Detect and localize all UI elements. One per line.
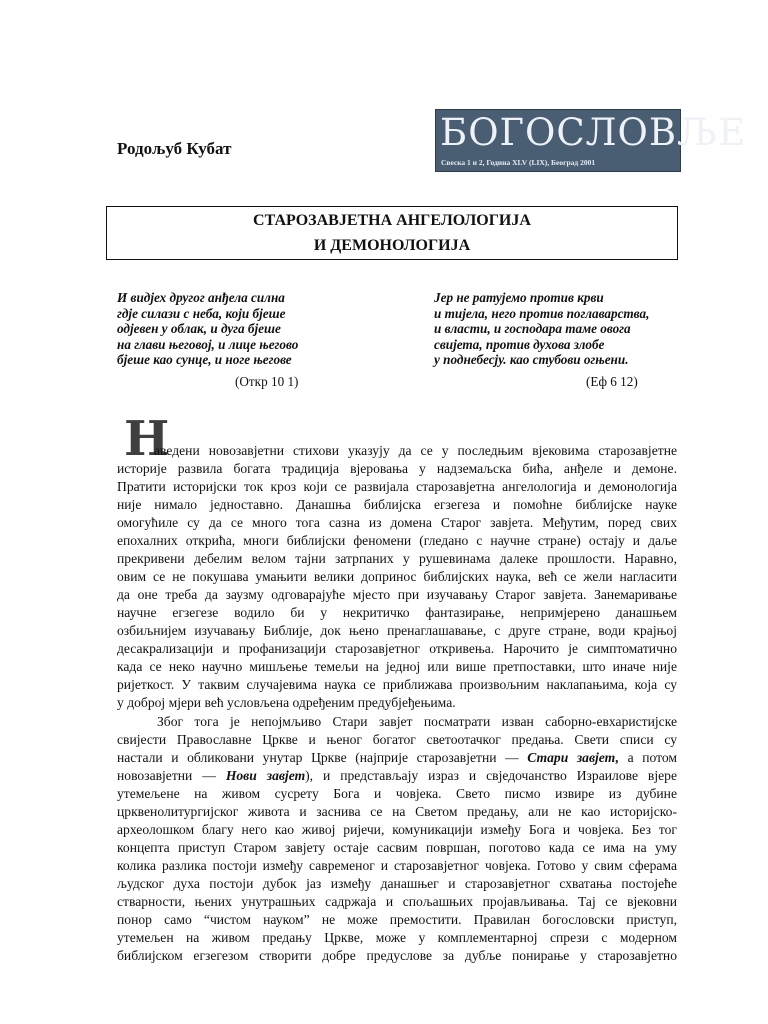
epigraph-right [434,290,649,368]
article-title [106,206,678,260]
body-line: научне егзегезе водило би у некритичко фантазирање, непримјерено данашњем [117,605,677,620]
logo-title: БОГОСЛОВЉЕ [440,111,747,154]
body-line: Пратити историјски ток кроз који се развијала старозавјетна ангелологија и демонологија [117,479,677,494]
body-line: прекривени дебелим велом тајни затрпаних у рушевинама далеке прошлости. Наравно, [117,551,677,566]
body-text: ), и представљају израз и свједочанство Израилове вјере [305,768,677,783]
body-line: да оне треба да заузму одговарајуће мјесто при изучавању Старог завјета. Занемаривање [117,587,677,602]
body-line: аведени новозавјетни стихови указују да се у последњим вјековима старозавјетне [154,443,677,458]
emphasis-new-testament: Нови завјет [225,768,306,783]
author-name: Родољуб Кубат [117,139,232,158]
body-text: а потом [618,750,677,765]
epigraph-line: у поднебесју. као стубови огњени. [434,352,629,367]
body-line: овим се не покушава умањити велики допринос библијских наука, већ се жели нагласити [117,569,677,584]
body-line: понор само “чистом науком” не може премостити. Правилан богословски приступ, [117,912,677,927]
drop-cap: Н [124,411,170,467]
body-text: новозавјетни — [117,768,226,783]
logo-subtitle: Свеска 1 и 2, Година XLV (LIX), Београд 2001 [441,158,596,167]
body-line: епохалних открића, многи библијски феномени (гледано с научне стране) остају и даље [117,533,677,548]
epigraph-left [117,290,298,368]
body-line: археолошком благу него као живој ријечи, комуникацији између Бога и човјека. Без тог [117,822,677,837]
body-text: настали и обликовани унутар Цркве (најприје старозавјетни — [117,750,528,765]
body-line: ријеткост. У таквим случајевима наука се приближава произвољним наклапањима, која су [117,677,677,692]
epigraph-line: и власти, и господара таме овога [434,321,631,336]
epigraph-line: бјеше као сунце, и ноге његове [117,352,292,367]
body-line [117,767,677,785]
body-line: свијести Православне Цркве и њеног богатог светоотачког предања. Свети списи су [117,732,677,747]
epigraph-line: И видјех другог анђела силна [117,290,285,305]
body-line: утемељене на живом сусрету Бога и човјека. Свето писмо извире из дубине [117,786,677,801]
epigraph-right-citation: (Еф 6 12) [586,374,638,389]
epigraph-left-citation: (Откр 10 1) [235,374,299,389]
body-line: није нимало једноставно. Данашња библијска егзегеза и помоћне библијске науке [117,497,677,512]
emphasis-old-testament: Стари завјет, [527,750,619,765]
body-line: омогућиле су да се много тога сазна из домена Старог завјета. Међутим, поред свих [117,515,677,530]
body-line: утемељен на живом предању Цркве, може у комплементарној спрези с модерном [117,930,677,945]
body-line: црквенолитургијског живота и заснива се на Светом предању, али не као историјско- [117,804,677,819]
body-line: људског духа постоји дубок јаз између данашњег и старозавјетног схватања постојеће [117,876,677,891]
body-line [117,749,677,767]
body-line: историје развила богата традиција вјеровања у надземаљска бића, анђеле и демоне. [117,461,677,476]
body-line: када се неко научно мишљење темељи на једној или више претпоставки, што иначе није [117,659,677,674]
epigraph-line: Јер не ратујемо против крви [434,290,604,305]
body-line: озбиљнијем изучавању Библије, док њено пренаглашавање, с друге стране, води крајњој [117,623,677,638]
epigraph-line: гдје силази с неба, који бјеше [117,305,286,321]
body-line: колика разлика постоји између савременог и старозавјетног човјека. Готово у свим сферама [117,858,677,873]
body-line: Због тога је непојмљиво Стари завјет посматрати изван саборно-евхаристијске [157,714,677,729]
epigraph-line: на глави његовој, и лице његово [117,336,299,352]
epigraph-line: свијета, против духова злобе [434,336,605,352]
title-line-2: И ДЕМОНОЛОГИЈА [313,237,471,254]
body-line: у доброј мјери већ условљена одређеним предубјеђењима. [117,695,456,710]
title-line-1: СТАРОЗАВЈЕТНА АНГЕЛОЛОГИЈА [253,212,531,229]
epigraph-line: и тијела, него против поглаварства, [434,305,650,321]
body-line: концепта приступ Старом завјету остаје сасвим површан, поготово када се има на уму [117,840,677,855]
body-line: стварности, њених унутрашњих садржаја и спољашњих пројављивања. Тај се вјековни [117,894,677,909]
body-line: библијском егзегезом створити добре предуслове за дубље понирање у старозавјетно [117,948,677,963]
body-line: десакрализацији и профанизацији старозавјетног откривења. Нарочито је симптоматично [117,641,677,656]
epigraph-line: одјевен у облак, и дуга бјеше [117,321,281,336]
journal-logo [435,109,747,172]
